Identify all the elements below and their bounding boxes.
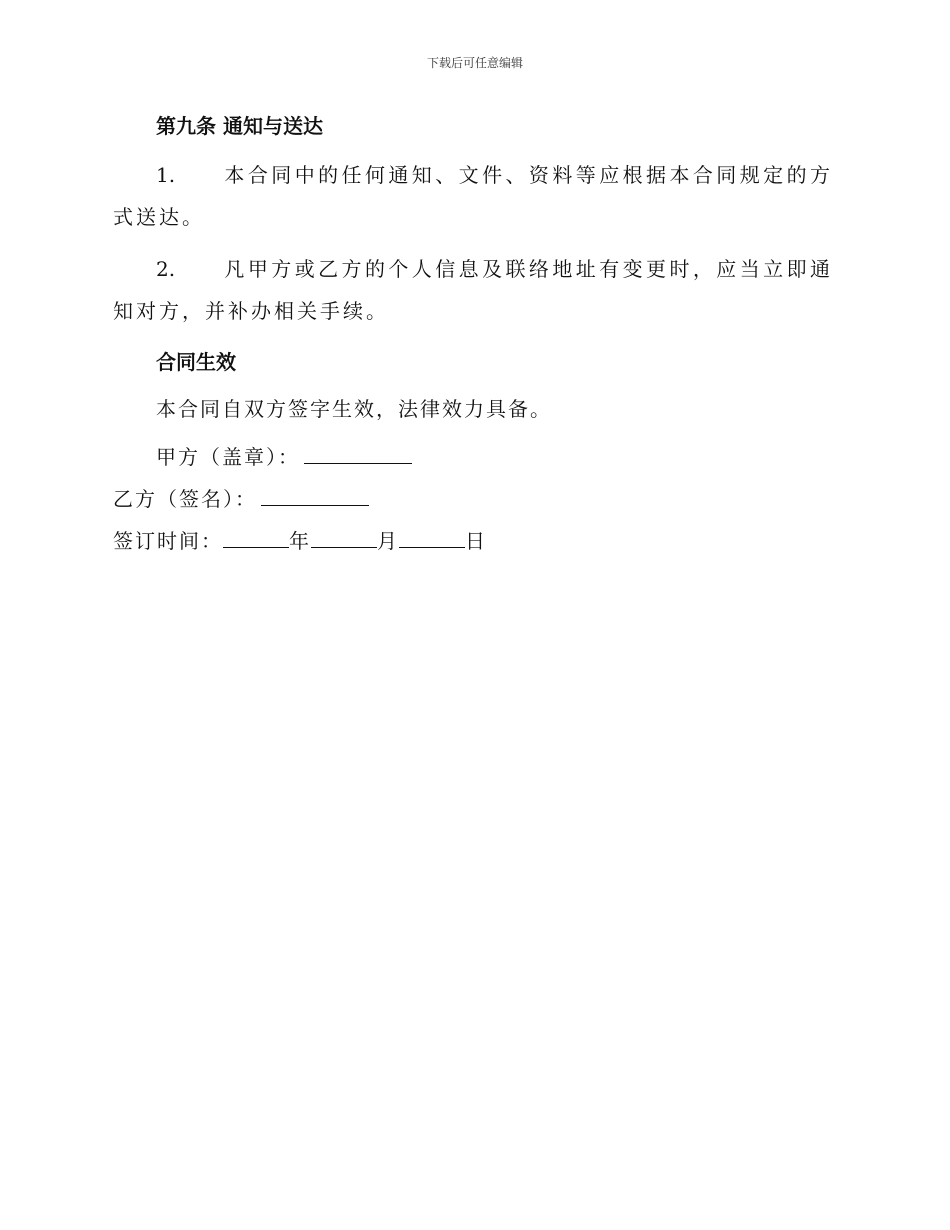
month-label: 月 bbox=[377, 529, 399, 553]
page-header: 下载后可任意编辑 bbox=[426, 56, 523, 70]
document-body bbox=[113, 108, 833, 562]
clause-number: 1. bbox=[156, 163, 176, 187]
clause-item-2 bbox=[113, 248, 833, 332]
party-b-blank[interactable] bbox=[261, 479, 369, 506]
clause-item-1 bbox=[113, 154, 833, 238]
clause-number: 2. bbox=[156, 257, 176, 281]
year-label: 年 bbox=[289, 529, 311, 553]
effect-paragraph: 本合同自双方签字生效，法律效力具备。 bbox=[156, 397, 552, 421]
party-b-signature-line bbox=[113, 478, 833, 520]
sign-date-label: 签订时间： bbox=[113, 529, 223, 553]
day-blank[interactable] bbox=[399, 521, 465, 548]
year-blank[interactable] bbox=[223, 521, 289, 548]
party-a-label: 甲方（盖章）： bbox=[156, 445, 300, 469]
day-label: 日 bbox=[465, 529, 487, 553]
section-title-effect: 合同生效 bbox=[156, 350, 236, 374]
section-title-notice: 第九条 通知与送达 bbox=[156, 114, 323, 138]
party-a-blank[interactable] bbox=[304, 437, 412, 464]
clause-text: 凡甲方或乙方的个人信息及联络地址有变更时，应当立即通知对方，并补办相关手续。 bbox=[113, 257, 833, 323]
sign-date-line bbox=[113, 520, 833, 562]
clause-text: 本合同中的任何通知、文件、资料等应根据本合同规定的方式送达。 bbox=[113, 163, 833, 229]
party-b-label: 乙方（签名）： bbox=[113, 487, 257, 511]
month-blank[interactable] bbox=[311, 521, 377, 548]
party-a-signature-line bbox=[113, 436, 833, 478]
